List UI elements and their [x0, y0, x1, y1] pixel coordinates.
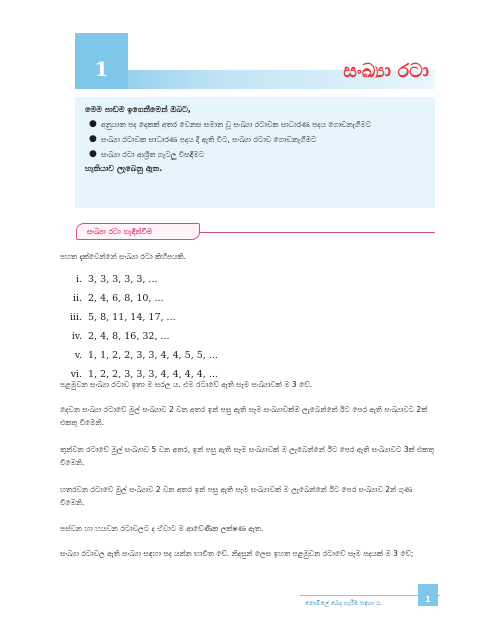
intro-paragraph: පහත දැක්වෙන්නේ සංඛ්‍යා රටා කිහිපයකි. [60, 252, 186, 261]
chapter-number: 1 [94, 57, 109, 81]
objective-item: ● අනුයාත පද දෙකක් අතර වෙනස සමාන වූ සංඛ්‍යා රටාවක සාධාරණ පදය ගොඩනැගීමට [89, 119, 372, 129]
objectives-intro: මෙම පාඩම ඉගෙනීමෙන් ඔබට, [85, 105, 191, 114]
body-paragraph: හතරවන රටාවේ මුල් සංඛ්‍යාව 2 වන අතර ඉන් පසු ඇති සෑම සංඛ්‍යාවක් ම ලැබෙන්නේ ඊට පෙර සංඛ්‍යාව 2න් ගුණ විමෙනි. [60, 485, 413, 507]
sequence-item: v. 1, 1, 2, 2, 3, 3, 4, 4, 5, 5, ... [74, 350, 218, 361]
body-paragraph: දෙවන සංඛ්‍යා රටාවේ මුල් සංඛ්‍යාව 2 වන අතර ඉන් පසු ඇති සෑම සංඛ්‍යාවක්ම ලැබෙන්නේ ඊට පෙර ඇති සංඛ්‍යාවට 2ක් එකතු විමෙනි. [60, 405, 428, 427]
body-paragraph: පස්වන හා හයවන රටාවලට ද ඒවාට ම ආවේණික ලක්ෂණ ඇත. [60, 524, 264, 533]
page-number: 1 [425, 595, 431, 604]
bullet-icon: ● [89, 134, 97, 144]
chapter-title: සංඛ්‍යා රටා [343, 60, 429, 82]
objective-item: ● සංඛ්‍යා රටා ආශ්‍රිත ගැටලු විසඳීමට [89, 149, 205, 159]
objectives-list [85, 118, 425, 161]
objectives-outro: හැකියාව ලැබෙනු ඇත. [85, 164, 163, 173]
objective-item: ● සංඛ්‍යා රටාවක සාධාරණ පදය දී ඇති විට, සංඛ්‍යා රටාව ගොඩනැගීමට [89, 134, 317, 144]
sequence-item: iv. 2, 4, 8, 16, 32, ... [71, 331, 170, 342]
sequence-item: i. 3, 3, 3, 3, 3, ... [75, 274, 158, 285]
objectives-box [75, 97, 435, 208]
sequence-item: vi. 1, 2, 2, 3, 3, 3, 4, 4, 4, 4, ... [70, 369, 218, 380]
bullet-icon: ● [89, 119, 97, 129]
page-number-box [418, 584, 438, 606]
section-heading [76, 223, 200, 240]
sequence-item: iii. 5, 8, 11, 14, 17, ... [69, 312, 176, 323]
sequence-item: ii. 2, 4, 6, 8, 10, ... [72, 293, 164, 304]
footer-text: නොමිලේ බෙදා හැරීම සඳහා ය. [305, 600, 383, 607]
bullet-icon: ● [89, 149, 97, 159]
body-paragraph: තුන්වන රටාවේ මුල් සංඛ්‍යාව 5 වන අතර, ඉන් පසු ඇති සෑම සංඛ්‍යාවක් ම ලැබෙන්නේ ඊට පෙර ඇති සංඛ්‍යාවට 3ක් එකතු විමෙනි. [60, 445, 435, 467]
chapter-number-box [75, 33, 128, 89]
section-title: සංඛ්‍යා රටා හැඳින්වීම [87, 226, 153, 236]
section-divider [200, 232, 435, 233]
sequence-list [60, 270, 218, 384]
body-paragraph: සංඛ්‍යා රටාවල ඇති සංඛ්‍යා සඳහා පද යන්න භාවිත වේ. නිදසුන් ලෙස ඉහත පළමුවන රටාවේ සෑම පදයක් ම 3 වේ; [60, 549, 414, 558]
body-paragraph: පළමුවන සංඛ්‍යා රටාව ඉතා ම සරල ය. එම රටාවේ ඇති සෑම සංඛ්‍යාවක් ම 3 වේ. [60, 380, 312, 389]
